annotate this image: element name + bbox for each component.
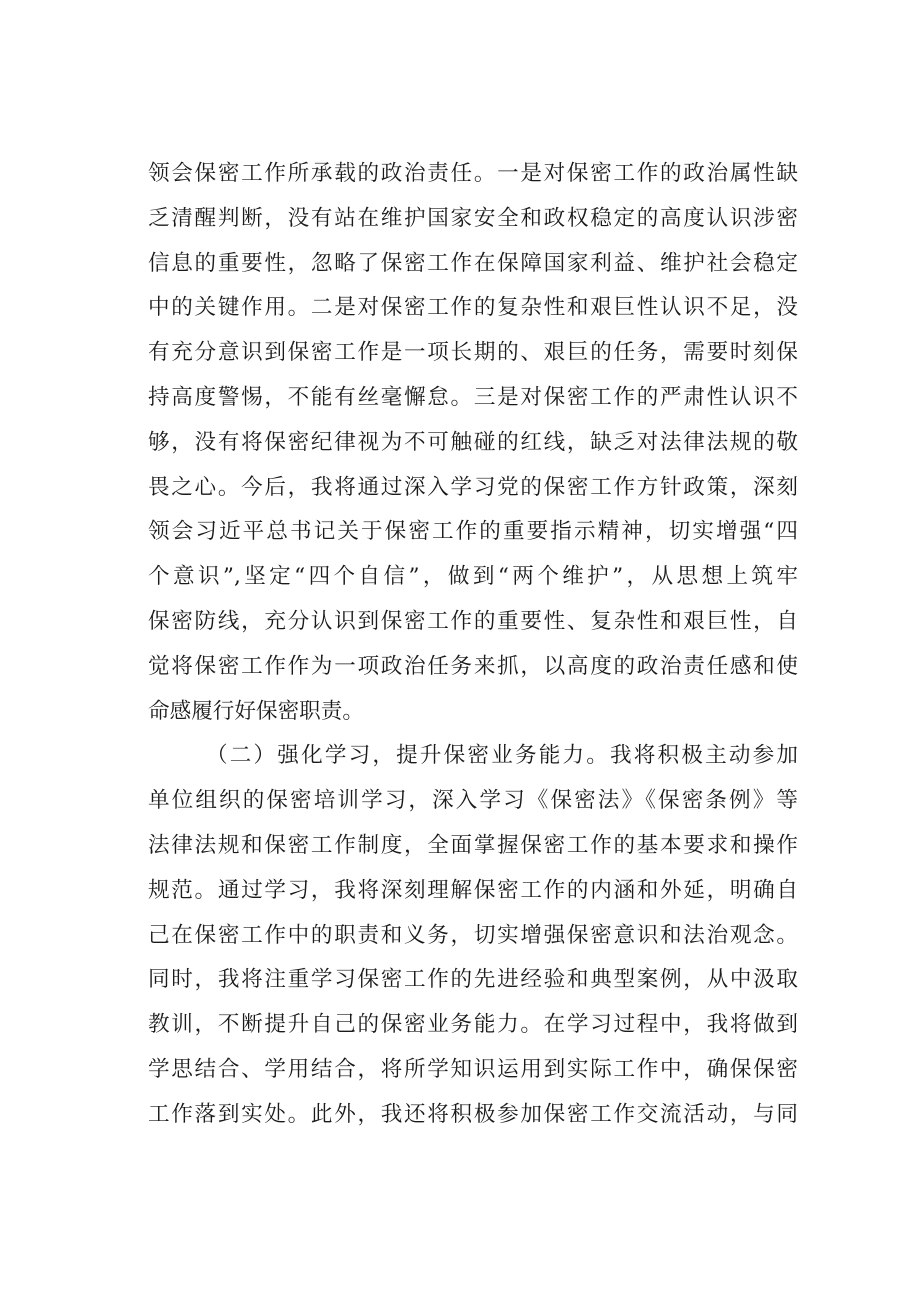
text-line: 保密防线，充分认识到保密工作的重要性、复杂性和艰巨性，自 bbox=[148, 608, 798, 634]
text-line: 工作落到实处。此外，我还将积极参加保密工作交流活动，与同 bbox=[148, 1101, 798, 1127]
text-line: 同时，我将注重学习保密工作的先进经验和典型案例，从中汲取 bbox=[148, 967, 798, 993]
section-heading-line: （二）强化学习，提升保密业务能力。我将积极主动参加 bbox=[206, 743, 798, 769]
text-line: 命感履行好保密职责。 bbox=[148, 698, 364, 724]
text-line: 学思结合、学用结合，将所学知识运用到实际工作中，确保保密 bbox=[148, 1056, 798, 1082]
text-line: 中的关键作用。二是对保密工作的复杂性和艰巨性认识不足，没 bbox=[148, 295, 798, 321]
text-line: 有充分意识到保密工作是一项长期的、艰巨的任务，需要时刻保 bbox=[148, 340, 798, 366]
text-line: 己在保密工作中的职责和义务，切实增强保密意识和法治观念。 bbox=[148, 922, 798, 948]
text-line: 觉将保密工作作为一项政治任务来抓，以高度的政治责任感和使 bbox=[148, 653, 798, 679]
text-line: 领会保密工作所承载的政治责任。一是对保密工作的政治属性缺 bbox=[148, 161, 798, 186]
text-line: 领会习近平总书记关于保密工作的重要指示精神，切实增强“四 bbox=[148, 519, 798, 545]
text-line: 个意识”,坚定“四个自信”，做到“两个维护”，从思想上筑牢 bbox=[148, 564, 798, 590]
text-line: 规范。通过学习，我将深刻理解保密工作的内涵和外延，明确自 bbox=[148, 877, 798, 903]
body-text bbox=[148, 152, 798, 1138]
text-line: 单位组织的保密培训学习，深入学习《保密法》《保密条例》等 bbox=[148, 788, 798, 814]
text-line: 法律法规和保密工作制度，全面掌握保密工作的基本要求和操作 bbox=[148, 832, 798, 858]
text-line: 乏清醒判断，没有站在维护国家安全和政权稳定的高度认识涉密 bbox=[148, 205, 798, 231]
text-line: 够，没有将保密纪律视为不可触碰的红线，缺乏对法律法规的敬 bbox=[148, 429, 798, 455]
text-line: 教训，不断提升自己的保密业务能力。在学习过程中，我将做到 bbox=[148, 1012, 798, 1038]
text-line: 畏之心。今后，我将通过深入学习党的保密工作方针政策，深刻 bbox=[148, 474, 798, 500]
paragraph-political-responsibility bbox=[148, 152, 798, 734]
text-line: 持高度警惕，不能有丝毫懈怠。三是对保密工作的严肃性认识不 bbox=[148, 384, 798, 410]
paragraph-strengthen-learning bbox=[148, 734, 798, 1137]
text-line: 信息的重要性，忽略了保密工作在保障国家利益、维护社会稳定 bbox=[148, 250, 798, 276]
